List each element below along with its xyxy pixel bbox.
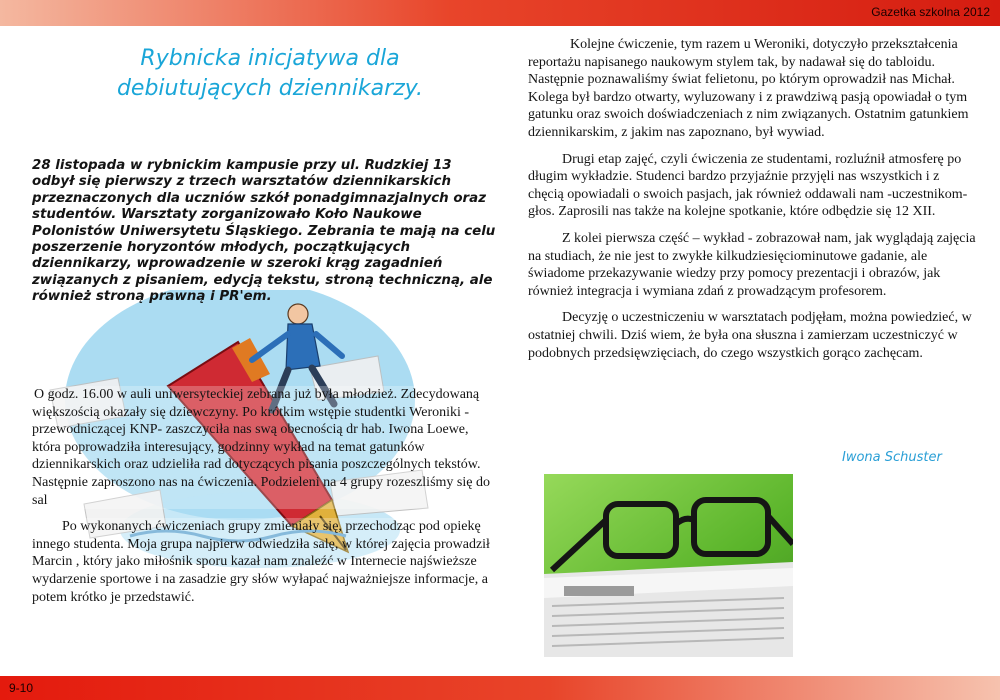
article-headline: Rybnicka inicjatywa dla debiutujących dziennikarzy. (116, 46, 424, 101)
top-header-bar (0, 0, 1000, 26)
article-paragraph: Z kolei pierwsza część – wykład - zobrazował nam, jak wyglądają zajęcia na studiach, że nie jest to zwykłe kilkudziesięciominutowe gadanie, ale świadome przekazywanie wiedzy przy pomocy prezentacji i obrazów, jak również integracja i wymiana zdań z prowadzącym profesorem. (528, 230, 976, 299)
page-number: 9-10 (9, 681, 34, 695)
bottom-footer-bar (0, 676, 1000, 700)
article-paragraph: Po wykonanych ćwiczeniach grupy zmieniały się, przechodząc pod opiekę innego studenta. Moja grupa najpierw odwiedziła salę, w której zajęcia prowadził Marcin , który jako miłośnik sporu kazał nam znaleźć w Internecie najświeższe wydarzenie sportowe i na zasadzie gry słów wyłapać najważniejsze informacje, a potem krótko je przedstawić. (32, 518, 492, 606)
glasses-newspaper-photo (544, 474, 793, 657)
right-column (528, 36, 978, 371)
article-paragraph: O godz. 16.00 w auli uniwersyteckiej zebrana już była młodzież. Zdecydowaną większością okazały się dziewczyny. Po krótkim wstępie studentki Weroniki - przewodniczącej KNP- zaszczyciła nas swą obecnością dr hab. Iwona Loewe, która poprowadziła interesujący, godzinny wykład na temat gatunków dziennikarskich oraz udzieliła rad dotyczących pisania poszczególnych tekstów. Następnie zaproszono nas na ćwiczenia. Podzieleni na 4 grupy rozeszliśmy się do sal (32, 386, 492, 509)
article-paragraph: Decyzję o uczestniczeniu w warsztatach podjęłam, można powiedzieć, w ostatniej chwili. Dziś wiem, że była ona słuszna i zamierzam uczestniczyć w podobnych przedsięwzięciach, do czego wszystkich gorąco zachęcam. (528, 310, 972, 361)
newsletter-title: Gazetka szkolna 2012 (871, 5, 990, 19)
article-lead: 28 listopada w rybnickim kampusie przy ul. Rudzkiej 13 odbył się pierwszy z trzech warsztatów dziennikarskich przeznaczonych dla uczniów szkół ponadgimnazjalnych oraz studentów. Warsztaty zorganizowało Koło Naukowe Polonistów Uniwersytetu Śląskiego. Zebrania te mają na celu poszerzenie horyzontów młodych, początkujących dziennikarzy, wprowadzenie w szeroki krąg zagadnień związanych z pisaniem, edycją tekstu, stroną techniczną, ale również stroną prawną i PR'em. (32, 158, 496, 305)
article-paragraph: Kolejne ćwiczenie, tym razem u Weroniki, dotyczyło przekształcenia reportażu napisanego naukowym stylem tak, by nadawał się do tabloidu. Następnie poznawaliśmy świat felietonu, po którym oprowadził nas Michał. Kolega był bardzo otwarty, wyluzowany i z prawdziwą pasją opowiadał o tym gatunku oraz swoich doświadczeniach z nim związanych. Ostatnim gatunkiem dziennikarskim, z jakim nas zapoznano, był wywiad. (528, 37, 969, 140)
newspaper-stack-icon (544, 562, 793, 657)
left-column (32, 386, 492, 606)
author-signature: Iwona Schuster (842, 450, 942, 465)
article-paragraph: Drugi etap zajęć, czyli ćwiczenia ze studentami, rozluźnił atmosferę po długim wykładzie. Studenci bardzo przyjaźnie przyjęli nas wszystkich i z chęcią opowiadali o swoich pasjach, jak również oddawali nam -uczestnikom- głos. Zaprosili nas także na kolejne spotkanie, które odbędzie się 12 XII. (528, 151, 968, 220)
